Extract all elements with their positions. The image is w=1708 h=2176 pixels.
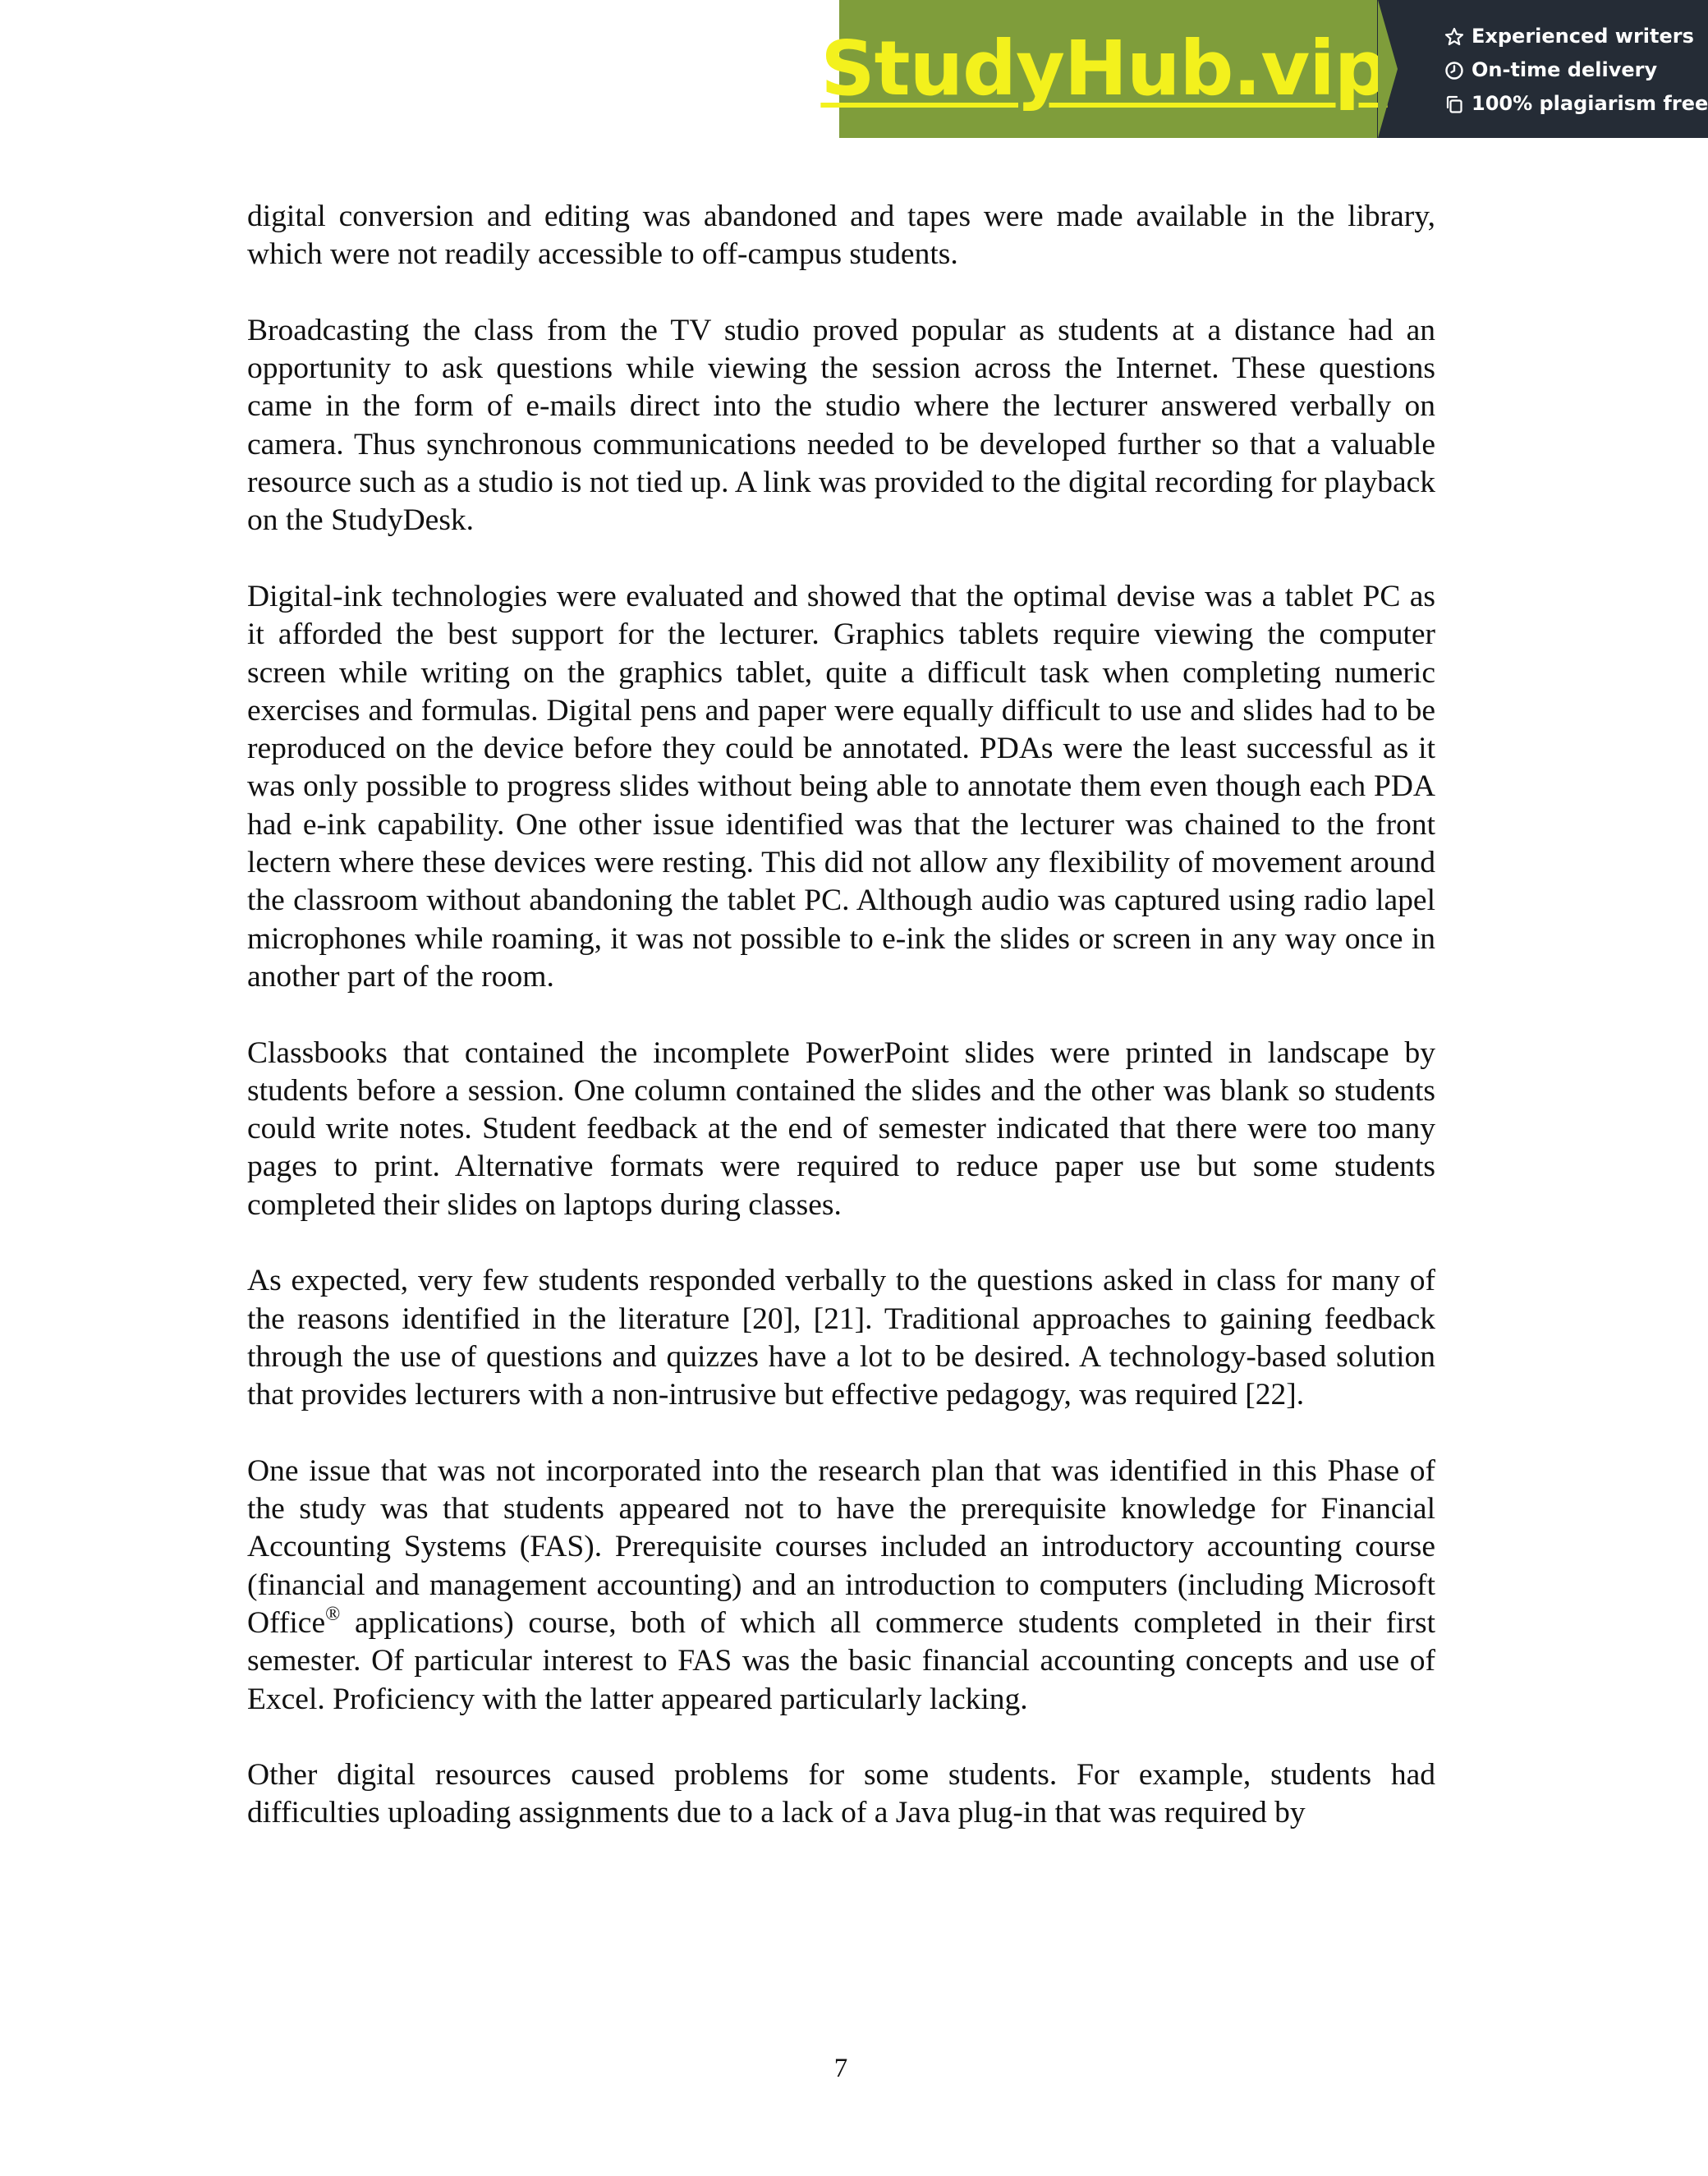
clock-icon bbox=[1444, 61, 1464, 80]
brand-logo: StudyHub.vip bbox=[820, 25, 1388, 112]
paragraph-fas bbox=[247, 1453, 1435, 1719]
document-body bbox=[247, 198, 1435, 1871]
paragraph: Digital-ink technologies were evaluated and showed that the optimal devise was a tablet PC as it afforded the best support for the lecturer. Graphics tablets require viewing the computer screen while writing on the graphics tablet, quite a difficult task when completing numeric exercises and formulas. Digital pens and paper were equally difficult to use and slides had to be reproduced on the device before they could be annotated. PDAs were the least successful as it was only possible to progress slides without being able to annotate them even though each PDA had e-ink capability. One other issue identified was that the lecturer was chained to the front lectern where these devices were resting. This did not allow any flexibility of movement around the classroom without abandoning the tablet PC. Although audio was captured using radio lapel microphones while roaming, it was not possible to e-ink the slides or screen in any way once in another part of the room. bbox=[247, 579, 1435, 994]
paragraph: Classbooks that contained the incomplete PowerPoint slides were printed in landscape by students before a session. One column contained the slides and the other was blank so students could write notes. Student feedback at the end of semester indicated that there were too many pages to print. Alternative formats were required to reduce paper use but some students completed their slides on laptops during classes. bbox=[247, 1035, 1435, 1222]
copy-icon bbox=[1444, 94, 1464, 114]
star-icon bbox=[1444, 27, 1464, 47]
paragraph: Other digital resources caused problems for some students. For example, students had difficulties uploading assignments due to a lack of a Java plug-in that was required by bbox=[247, 1758, 1435, 1830]
feature-item bbox=[1444, 87, 1708, 121]
paragraph: digital conversion and editing was abandoned and tapes were made available in the library, which were not readily accessible to off-campus students. bbox=[247, 200, 1435, 272]
paragraph-text: applications) course, both of which all commerce students completed in their first semester. Of particular interest to FAS was the basic financial accounting concepts and use of Excel. Proficiency with the latter appeared particularly lacking. bbox=[247, 1605, 1435, 1716]
ad-banner[interactable] bbox=[820, 0, 1708, 138]
features-panel bbox=[1377, 0, 1708, 138]
paragraph: As expected, very few students responded verbally to the questions asked in class for many of the reasons identified in the literature [20], [21]. Traditional approaches to gaining feedback through the use of questions and quizzes have a lot to be desired. A technology-based solution that provides lecturers with a non-intrusive but effective pedagogy, was required [22]. bbox=[247, 1264, 1435, 1412]
feature-label: On-time delivery bbox=[1472, 58, 1658, 81]
feature-label: 100% plagiarism free bbox=[1472, 92, 1708, 115]
brand-panel bbox=[820, 0, 1388, 138]
page-number: 7 bbox=[833, 2054, 848, 2083]
paragraph-text: One issue that was not incorporated into the research plan that was identified in this Phase of the study was that students appeared not to have the prerequisite knowledge for Financial Accounting Systems (FAS). Prerequisite courses included an introductory accounting course (financial and management accounting) and an introduction to computers (including Microsoft Office bbox=[247, 1453, 1435, 1640]
feature-item bbox=[1444, 20, 1708, 53]
paragraph: Broadcasting the class from the TV studio proved popular as students at a distance had an opportunity to ask questions while viewing the session across the Internet. These questions came in the form of e-mails direct into the studio where the lecturer answered verbally on camera. Thus synchronous communications needed to be developed further so that a valuable resource such as a studio is not tied up. A link was provided to the digital recording for playback on the StudyDesk. bbox=[247, 313, 1435, 538]
registered-mark: ® bbox=[325, 1603, 341, 1625]
feature-label: Experienced writers bbox=[1472, 25, 1694, 48]
feature-item bbox=[1444, 53, 1708, 87]
